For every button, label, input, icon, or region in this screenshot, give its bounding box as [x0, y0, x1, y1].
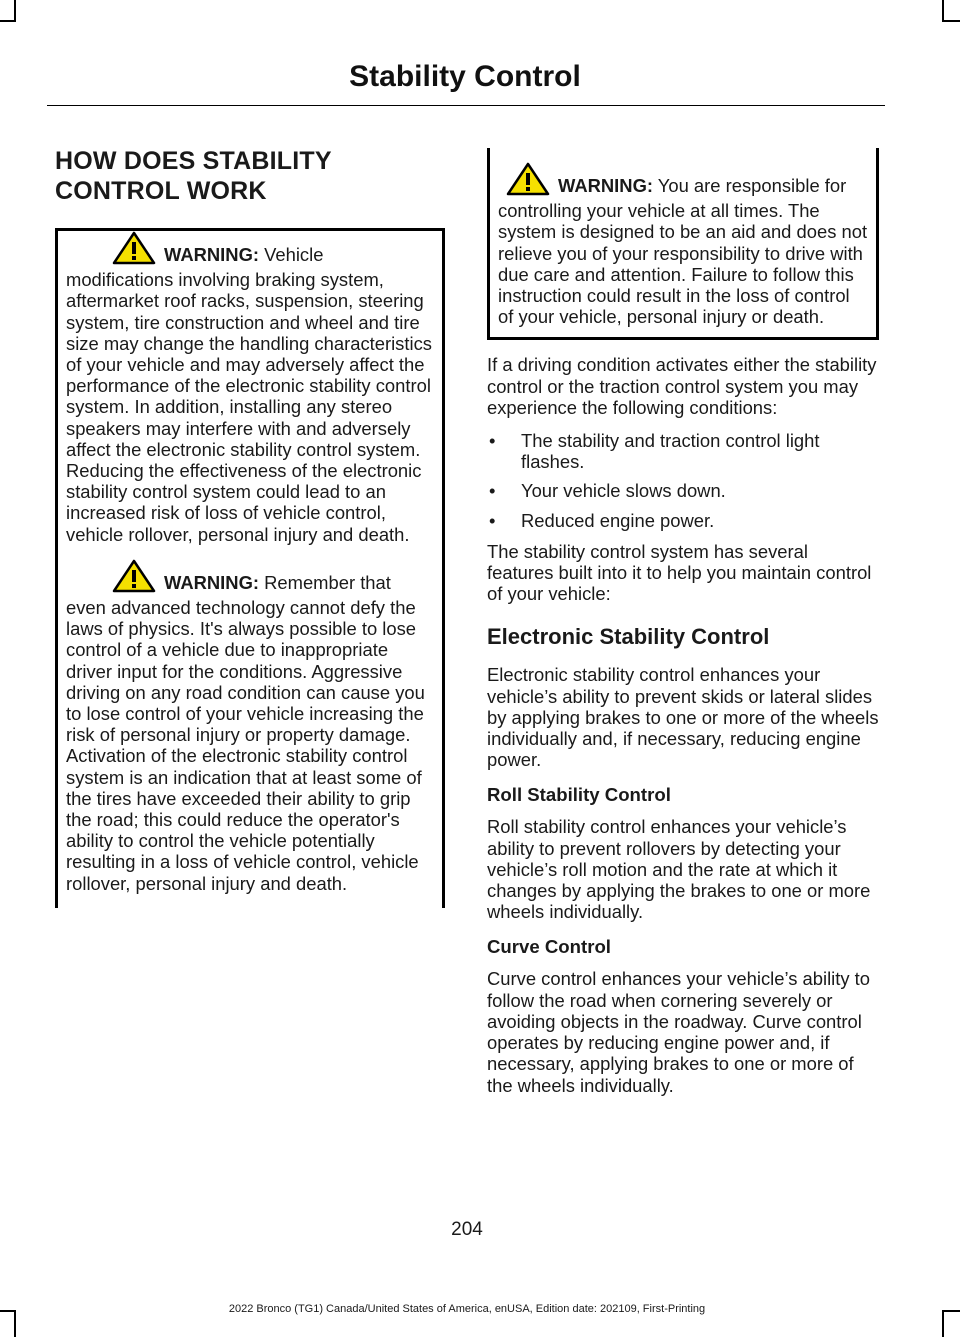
- warning-paragraph: [66, 231, 434, 545]
- page-title: Stability Control: [349, 60, 581, 93]
- warning-label: WARNING:: [558, 175, 654, 196]
- curve-paragraph: Curve control enhances your vehicle’s ability to follow the road when cornering severely or avoiding objects in the roadway. Curve control operates by reducing engine power and, if necessary, applying brakes to one or more of the wheels individually.: [487, 968, 870, 1096]
- warning-paragraph: [66, 559, 434, 894]
- crop-mark: [942, 0, 944, 22]
- list-item: [487, 430, 879, 472]
- crop-mark: [942, 1310, 944, 1337]
- warning-triangle-icon: [112, 559, 156, 597]
- rsc-paragraph: Roll stability control enhances your vehicle’s ability to prevent rollovers by detecting your vehicle’s roll motion and the rate at which it changes by applying the brakes to one or more wheels individually.: [487, 816, 871, 923]
- header-divider: [47, 105, 885, 106]
- features-paragraph: The stability control system has several features built into it to help you maintain control of your vehicle:: [487, 540, 872, 605]
- warning-text: You are responsible for controlling your vehicle at all times. The system is designed to be an aid and does not relieve you of your responsibility to drive with due care and attention. Failure to follow this instruction could result in the loss of control of your vehicle, personal injury or death.: [498, 175, 868, 328]
- warning-box: [55, 228, 445, 908]
- esc-heading: Electronic Stability Control: [487, 624, 770, 650]
- crop-mark: [0, 20, 16, 22]
- page-number: 204: [451, 1219, 483, 1240]
- conditions-list: [487, 430, 879, 531]
- left-column: [55, 140, 445, 908]
- warning-triangle-icon: [506, 162, 550, 200]
- footer-edition: 2022 Bronco (TG1) Canada/United States of America, enUSA, Edition date: 202109, First-Printing: [228, 1303, 706, 1315]
- bullet: •: [489, 509, 496, 531]
- warning-paragraph: [498, 162, 868, 327]
- warning-label: WARNING:: [164, 244, 260, 265]
- bullet: •: [489, 430, 496, 452]
- warning-label: WARNING:: [164, 571, 260, 593]
- warning-text: Remember that even advanced technology cannot defy the laws of physics. It's always possible to lose control of a vehicle due to inappropriate driver input for the conditions. Aggressive driving on any road condition can cause you to lose control of your vehicle increasing the risk of personal injury or property damage. Activation of the electronic stability control system is an indication that at least some of the tires have exceeded their ability to grip the road; this could reduce the operator's ability to control the vehicle potentially resulting in a loss of vehicle control, vehicle rollover, personal injury and death.: [66, 571, 425, 894]
- crop-mark: [942, 1310, 960, 1312]
- list-item: [487, 510, 879, 531]
- warning-box: [487, 148, 879, 340]
- bullet: •: [489, 480, 496, 502]
- section-heading-line2: CONTROL WORK: [55, 177, 267, 205]
- list-item-text: The stability and traction control light flashes.: [521, 430, 820, 473]
- section-heading-line1: HOW DOES STABILITY: [55, 147, 332, 175]
- section-heading: [55, 146, 445, 206]
- list-item-text: Your vehicle slows down.: [521, 480, 726, 502]
- right-column: [487, 148, 879, 1108]
- list-item: [487, 480, 879, 501]
- rsc-heading: Roll Stability Control: [487, 784, 671, 806]
- crop-mark: [942, 20, 960, 22]
- crop-mark: [14, 0, 16, 22]
- intro-paragraph: If a driving condition activates either the stability control or the traction control system you may experience the following conditions:: [487, 354, 877, 418]
- esc-paragraph: Electronic stability control enhances your vehicle’s ability to prevent skids or lateral slides by applying brakes to one or more of the wheels individually and, if necessary, reducing engine power.: [487, 664, 879, 771]
- warning-text: Vehicle modifications involving braking system, aftermarket roof racks, suspension, steering system, tire construction and wheel and tire size may change the handling characteristics of your vehicle and may adversely affect the performance of the electronic stability control system. In addition, installing any stereo speakers may interfere with and adversely affect the electronic stability control system. Reducing the effectiveness of the electronic stability control system could lead to an increased risk of loss of vehicle control, vehicle rollover, personal injury and death.: [66, 244, 432, 545]
- curve-heading: Curve Control: [487, 936, 611, 958]
- warning-triangle-icon: [112, 231, 156, 269]
- list-item-text: Reduced engine power.: [521, 509, 715, 531]
